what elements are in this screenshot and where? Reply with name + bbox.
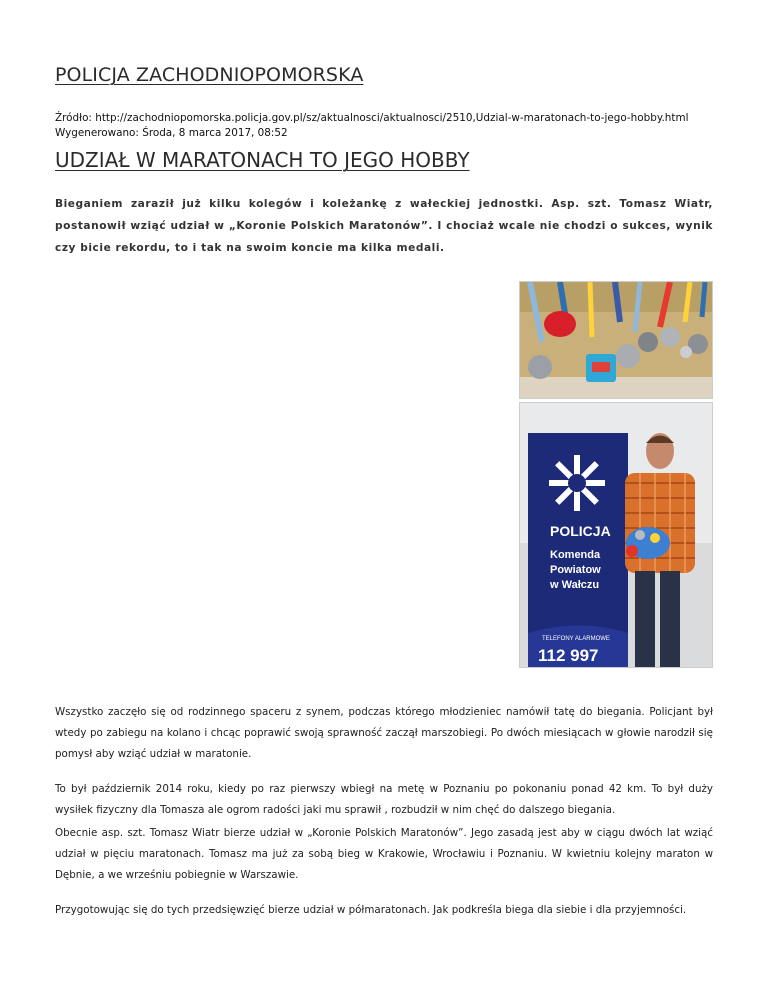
article-title[interactable]: UDZIAŁ W MARATONACH TO JEGO HOBBY: [55, 148, 470, 172]
banner-line2-text: Powiatow: [550, 564, 601, 576]
article-paragraph-4: Przygotowując się do tych przedsięwzięć bierze udział w półmaratonach. Jak podkreśla biega dla siebie i dla przyjemności.: [55, 904, 687, 916]
document-meta: [55, 111, 688, 141]
banner-line1-text: Komenda: [550, 549, 601, 561]
article-paragraph-2: To był październik 2014 roku, kiedy po raz pierwszy wbiegł na metę w Poznaniu po pokonaniu ponad 42 km. To był duży wysiłek fizyczny dla Tomasza ale ogrom radości jaki mu sprawił , rozbudził w nim chęć do dalszego biegania.: [55, 783, 713, 816]
police-star-emblem: [549, 455, 605, 511]
medals-photo-illustration: [520, 282, 713, 399]
article-paragraph-3: Obecnie asp. szt. Tomasz Wiatr bierze udział w „Koronie Polskich Maratonów”. Jego zasadą jest aby w ciągu dwóch lat wziąć udział w pięciu maratonach. Tomasz ma już za sobą bieg w Krakowie, Wrocławiu i Poznaniu. W kwietniu kolejny maraton w Dębnie, a we wrześniu pobiegnie w Warszawie.: [55, 827, 713, 881]
banner-phone-numbers: 112 997: [538, 646, 599, 665]
article-lead: Bieganiem zaraził już kilku kolegów i koleżankę z wałeckiej jednostki. Asp. szt. Tomasz Wiatr, postanowił wziąć udział w „Koronie Polskich Maratonów”. I chociaż wcale nie chodzi o sukces, wynik czy bicie rekordu, to i tak na swoim koncie ma kilka medali.: [55, 198, 713, 254]
generated-date-line: Wygenerowano: Środa, 8 marca 2017, 08:52: [55, 127, 288, 139]
source-url-line[interactable]: Źródło: http://zachodniopomorska.policja.gov.pl/sz/aktualnosci/aktualnosci/2510,Udzial-w-maratonach-to-jego-hobby.html: [55, 112, 689, 124]
officer-photo: [519, 402, 713, 668]
banner-line3-text: w Wałczu: [550, 579, 600, 591]
medals-photo: [519, 281, 713, 399]
banner-phone-label: TELEFONY ALARMOWE: [542, 636, 610, 642]
officer-photo-illustration: [520, 403, 713, 668]
banner-org-text: POLICJA: [550, 523, 611, 539]
site-title[interactable]: POLICJA ZACHODNIOPOMORSKA: [55, 64, 364, 86]
article-paragraph-1: Wszystko zaczęło się od rodzinnego spaceru z synem, podczas którego młodzieniec namówił tatę do biegania. Policjant był wtedy po zabiegu na kolano i chcąc poprawić swoją sprawność zaczął marszobiegi. Po dwóch miesiącach w głowie narodził się pomysł aby wziąć udział w maratonie.: [55, 706, 713, 760]
